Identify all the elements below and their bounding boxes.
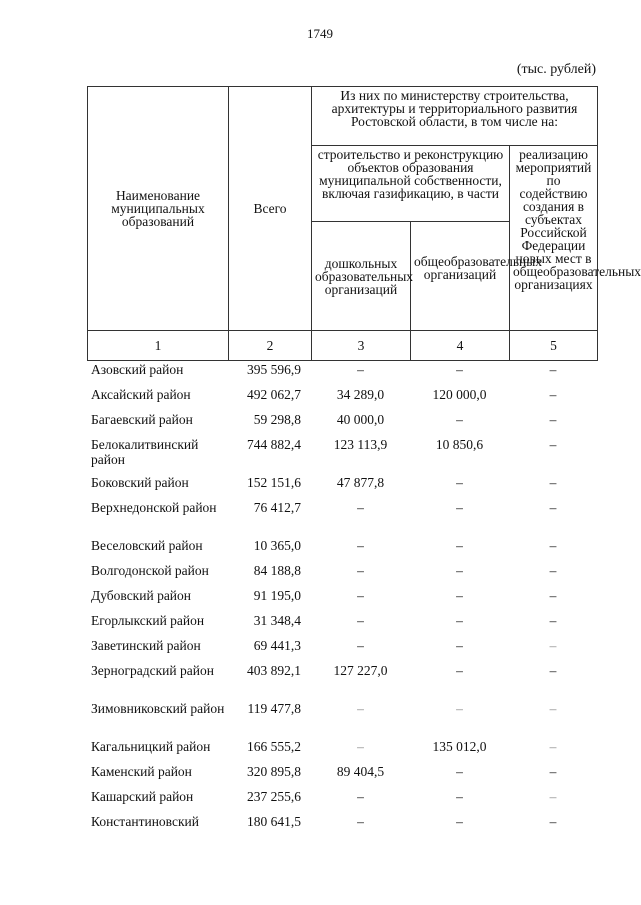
general-value: – [456,663,463,678]
federal-value: – [549,739,557,754]
municipality-name: Волгодонской район [91,563,209,578]
general-value: – [456,764,463,779]
general-value: – [456,701,463,716]
table-row [87,412,597,437]
preschool-value: 89 404,5 [336,764,385,779]
table-row [87,764,597,789]
federal-value: – [549,701,557,716]
header-preschool: дошкольных образовательных организаций [312,222,411,330]
total-value: 76 412,7 [253,500,301,515]
preschool-value: – [357,814,364,829]
federal-value: – [549,663,557,678]
preschool-value: 40 000,0 [336,412,385,427]
header-ministry: Из них по министерству строительства, архитектуры и территориального развития Ростовской области, в том числе на: [312,87,598,146]
table-row [87,362,597,387]
general-value: – [456,500,463,515]
total-value: 180 641,5 [247,814,301,829]
table-header [87,86,641,361]
total-value: 237 255,6 [247,789,301,804]
preschool-value: – [357,638,364,653]
total-value: 84 188,8 [253,563,301,578]
table-row [87,701,597,739]
preschool-value: – [357,500,364,515]
federal-value: – [549,362,557,377]
total-value: 69 441,3 [253,638,301,653]
table-row [87,613,597,638]
federal-value: – [549,475,557,490]
general-value: – [456,588,463,603]
preschool-value: – [357,588,364,603]
preschool-value: – [357,739,364,754]
preschool-value: – [357,563,364,578]
general-value: 135 012,0 [432,739,487,754]
table-row [87,588,597,613]
table-row [87,500,597,538]
table-row [87,475,597,500]
municipality-name: Константиновский [91,814,199,829]
municipality-name: Зимовниковский район [91,701,225,716]
preschool-value: 127 227,0 [333,663,388,678]
municipality-name: Багаевский район [91,412,193,427]
table-row [87,789,597,814]
preschool-value: – [357,538,364,553]
total-value: 320 895,8 [247,764,301,779]
municipality-name: Заветинский район [91,638,201,653]
total-value: 10 365,0 [253,538,301,553]
table-row [87,663,597,701]
general-value: – [456,563,463,578]
total-value: 395 596,9 [247,362,301,377]
table-row [87,538,597,563]
federal-value: – [549,500,557,515]
header-construction: строительство и реконструкцию объектов образования муниципальной собственности, включая газификацию, в части [312,146,510,222]
header-general: общеобразовательных организаций [411,222,510,330]
header-num-3: 3 [312,330,411,360]
total-value: 744 882,4 [247,437,301,452]
general-value: – [456,789,463,804]
municipality-name: Егорлыкский район [91,613,205,628]
total-value: 91 195,0 [253,588,301,603]
municipality-name: Зерноградский район [91,663,214,678]
total-value: 59 298,8 [253,412,301,427]
federal-value: – [549,538,557,553]
header-num-1: 1 [88,330,229,360]
federal-value: – [549,437,557,452]
federal-value: – [549,814,557,829]
federal-value: – [549,789,557,804]
preschool-value: – [357,789,364,804]
general-value: – [456,475,463,490]
general-value: – [456,412,463,427]
preschool-value: 47 877,8 [336,475,385,490]
header-num-2: 2 [229,330,312,360]
federal-value: – [549,764,557,779]
table-body [87,362,597,839]
table-row [87,739,597,764]
header-num-5: 5 [510,330,598,360]
table-row [87,814,597,839]
header-total: Всего [229,87,312,331]
municipality-name: Каменский район [91,764,192,779]
federal-value: – [549,613,557,628]
general-value: – [456,814,463,829]
municipality-name: Боковский район [91,475,189,490]
municipality-name: Белокалитвинский район [91,437,199,467]
header-num-4: 4 [411,330,510,360]
total-value: 166 555,2 [247,739,301,754]
total-value: 152 151,6 [247,475,301,490]
header-name: Наименование муниципальных образований [88,87,229,331]
federal-value: – [549,412,557,427]
general-value: 120 000,0 [432,387,487,402]
municipality-name: Верхнедонской район [91,500,217,515]
header-federal: реализацию мероприятий по содействию создания в субъектах Российской Федерации новых мест в общеобразовательных организациях [510,146,598,331]
federal-value: – [549,387,557,402]
general-value: – [456,538,463,553]
general-value: – [456,362,463,377]
total-value: 492 062,7 [247,387,301,402]
municipality-name: Аксайский район [91,387,191,402]
preschool-value: 123 113,9 [333,437,388,452]
municipality-name: Кагальницкий район [91,739,211,754]
preschool-value: – [357,362,364,377]
preschool-value: 34 289,0 [336,387,385,402]
federal-value: – [549,638,557,653]
preschool-value: – [357,613,364,628]
municipality-name: Веселовский район [91,538,203,553]
municipality-name: Дубовский район [91,588,192,603]
federal-value: – [549,563,557,578]
general-value: – [456,613,463,628]
general-value: 10 850,6 [435,437,484,452]
preschool-value: – [357,701,364,716]
general-value: – [456,638,463,653]
unit-note: (тыс. рублей) [516,62,596,77]
total-value: 31 348,4 [253,613,301,628]
table-row [87,387,597,412]
table-row [87,563,597,588]
page-number: 1749 [307,26,333,41]
federal-value: – [549,588,557,603]
municipality-name: Кашарский район [91,789,194,804]
table-row [87,437,597,475]
table-row [87,638,597,663]
total-value: 403 892,1 [247,663,301,678]
total-value: 119 477,8 [247,701,301,716]
municipality-name: Азовский район [91,362,184,377]
